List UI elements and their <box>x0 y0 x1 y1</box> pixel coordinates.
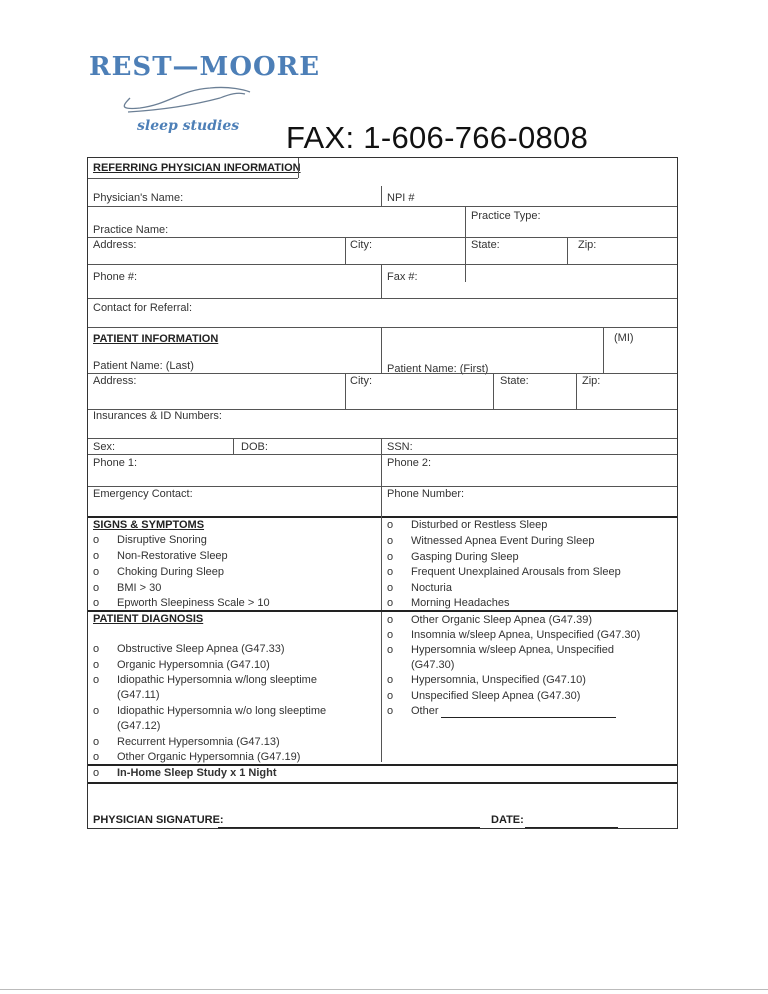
brand-tagline: sleep studies <box>137 118 240 134</box>
physician-phone-field[interactable]: Phone #: <box>93 271 138 283</box>
checkbox-icon: o <box>93 659 100 671</box>
checkbox-icon: o <box>387 629 394 641</box>
phone1-field[interactable]: Phone 1: <box>93 457 138 469</box>
divider <box>465 206 466 282</box>
divider <box>88 486 677 487</box>
diagnosis-checkbox[interactable]: o Other Organic Sleep Apnea (G47.39) <box>387 614 592 626</box>
diagnosis-checkbox[interactable]: o Insomnia w/sleep Apnea, Unspecified (G47.30) <box>387 629 641 641</box>
divider <box>576 373 577 409</box>
brand-name: REST—MOORE <box>89 52 321 82</box>
physician-address-field[interactable]: Address: <box>93 239 137 251</box>
symptom-checkbox[interactable]: o Witnessed Apnea Event During Sleep <box>387 535 595 547</box>
symptom-checkbox[interactable]: o Frequent Unexplained Arousals from Sleep <box>387 566 621 578</box>
diagnosis-checkbox[interactable]: o Other <box>387 705 439 717</box>
checkbox-icon: o <box>387 674 394 686</box>
signature-line[interactable] <box>218 827 480 828</box>
checkbox-icon: o <box>387 705 394 717</box>
divider <box>88 178 298 179</box>
checkbox-icon: o <box>387 535 394 547</box>
emergency-phone-field[interactable]: Phone Number: <box>387 488 465 500</box>
physician-fax-field[interactable]: Fax #: <box>387 271 418 283</box>
divider <box>345 373 346 409</box>
checkbox-icon: o <box>387 690 394 702</box>
patient-city-field[interactable]: City: <box>350 375 372 387</box>
checkbox-icon: o <box>387 597 394 609</box>
symptom-checkbox[interactable]: o Non-Restorative Sleep <box>93 550 228 562</box>
checkbox-icon: o <box>93 705 100 717</box>
diagnosis-checkbox[interactable]: o Recurrent Hypersomnia (G47.13) <box>93 736 280 748</box>
diagnosis-checkbox[interactable]: o Hypersomnia w/sleep Apnea, Unspecified <box>387 644 615 656</box>
divider <box>381 516 382 762</box>
phone2-field[interactable]: Phone 2: <box>387 457 432 469</box>
practice-name-field[interactable]: Practice Name: <box>93 224 169 236</box>
divider <box>493 373 494 409</box>
divider <box>381 327 382 373</box>
checkbox-icon: o <box>93 597 100 609</box>
symptom-checkbox[interactable]: o Disruptive Snoring <box>93 534 207 546</box>
sex-field[interactable]: Sex: <box>93 441 116 453</box>
divider <box>88 610 677 612</box>
divider <box>603 327 604 373</box>
symptoms-heading: SIGNS & SYMPTOMS <box>93 519 205 531</box>
diagnosis-checkbox[interactable]: o Idiopathic Hypersomnia w/long sleeptime <box>93 674 317 686</box>
ssn-field[interactable]: SSN: <box>387 441 413 453</box>
fax-number: FAX: 1-606-766-0808 <box>286 120 589 155</box>
checkbox-icon: o <box>93 751 100 763</box>
divider <box>567 237 568 264</box>
checkbox-icon: o <box>93 767 100 779</box>
home-study-checkbox[interactable]: o In-Home Sleep Study x 1 Night <box>93 767 277 779</box>
signature-label: PHYSICIAN SIGNATURE: <box>93 814 224 826</box>
symptom-checkbox[interactable]: o Gasping During Sleep <box>387 551 519 563</box>
divider <box>88 438 677 439</box>
date-line[interactable] <box>525 827 618 828</box>
divider <box>381 438 382 486</box>
checkbox-icon: o <box>387 582 394 594</box>
patient-zip-field[interactable]: Zip: <box>582 375 601 387</box>
checkbox-icon: o <box>93 674 100 686</box>
checkbox-icon: o <box>93 582 100 594</box>
diagnosis-checkbox[interactable]: o Idiopathic Hypersomnia w/o long sleeptime <box>93 705 327 717</box>
divider <box>88 516 677 518</box>
symptom-checkbox[interactable]: o Choking During Sleep <box>93 566 225 578</box>
divider <box>88 237 677 238</box>
emergency-contact-field[interactable]: Emergency Contact: <box>93 488 193 500</box>
physician-state-field[interactable]: State: <box>471 239 500 251</box>
checkbox-icon: o <box>93 534 100 546</box>
divider <box>233 438 234 454</box>
divider <box>88 454 677 455</box>
patient-address-field[interactable]: Address: <box>93 375 137 387</box>
symptom-checkbox[interactable]: o BMI > 30 <box>93 582 162 594</box>
diagnosis-code: (G47.11) <box>117 689 160 701</box>
physician-city-field[interactable]: City: <box>350 239 372 251</box>
divider <box>88 264 677 265</box>
divider <box>381 264 382 298</box>
divider <box>345 237 346 264</box>
physician-zip-field[interactable]: Zip: <box>578 239 597 251</box>
patient-first-name-field[interactable]: Patient Name: (First) <box>387 363 489 375</box>
date-label: DATE: <box>491 814 524 826</box>
page-bottom-border <box>0 989 768 990</box>
divider <box>381 486 382 516</box>
logo-wave-icon <box>110 80 260 120</box>
divider <box>88 373 677 374</box>
insurances-field[interactable]: Insurances & ID Numbers: <box>93 410 222 422</box>
checkbox-icon: o <box>387 644 394 656</box>
dob-field[interactable]: DOB: <box>241 441 268 453</box>
referral-form <box>87 157 678 829</box>
middle-initial-field[interactable]: (MI) <box>614 332 634 344</box>
patient-last-name-field[interactable]: Patient Name: (Last) <box>93 360 194 372</box>
divider <box>88 298 677 299</box>
checkbox-icon: o <box>387 551 394 563</box>
symptom-checkbox[interactable]: o Nocturia <box>387 582 452 594</box>
divider <box>298 158 299 178</box>
divider <box>88 764 677 766</box>
other-diagnosis-line[interactable] <box>441 717 616 718</box>
checkbox-icon: o <box>93 643 100 655</box>
checkbox-icon: o <box>93 566 100 578</box>
referring-heading: REFERRING PHYSICIAN INFORMATION <box>93 162 301 174</box>
checkbox-icon: o <box>387 614 394 626</box>
diagnosis-checkbox[interactable]: o Other Organic Hypersomnia (G47.19) <box>93 751 301 763</box>
diagnosis-checkbox[interactable]: o Hypersomnia, Unspecified (G47.10) <box>387 674 586 686</box>
divider <box>88 327 677 328</box>
symptom-checkbox[interactable]: o Morning Headaches <box>387 597 510 609</box>
divider <box>381 186 382 206</box>
diagnosis-code: (G47.30) <box>411 659 455 671</box>
checkbox-icon: o <box>93 550 100 562</box>
checkbox-icon: o <box>387 519 394 531</box>
diagnosis-checkbox[interactable]: o Unspecified Sleep Apnea (G47.30) <box>387 690 581 702</box>
contact-referral-field[interactable]: Contact for Referral: <box>93 302 193 314</box>
practice-type-field[interactable]: Practice Type: <box>471 210 541 222</box>
symptom-checkbox[interactable]: o Epworth Sleepiness Scale > 10 <box>93 597 270 609</box>
divider <box>88 206 677 207</box>
diagnosis-heading: PATIENT DIAGNOSIS <box>93 613 204 625</box>
patient-heading: PATIENT INFORMATION <box>93 333 219 345</box>
diagnosis-checkbox[interactable]: o Obstructive Sleep Apnea (G47.33) <box>93 643 285 655</box>
symptom-checkbox[interactable]: o Disturbed or Restless Sleep <box>387 519 548 531</box>
checkbox-icon: o <box>93 736 100 748</box>
divider <box>88 782 677 784</box>
diagnosis-checkbox[interactable]: o Organic Hypersomnia (G47.10) <box>93 659 270 671</box>
npi-field[interactable]: NPI # <box>387 192 415 204</box>
diagnosis-code: (G47.12) <box>117 720 161 732</box>
checkbox-icon: o <box>387 566 394 578</box>
patient-state-field[interactable]: State: <box>500 375 529 387</box>
physician-name-field[interactable]: Physician's Name: <box>93 192 184 204</box>
